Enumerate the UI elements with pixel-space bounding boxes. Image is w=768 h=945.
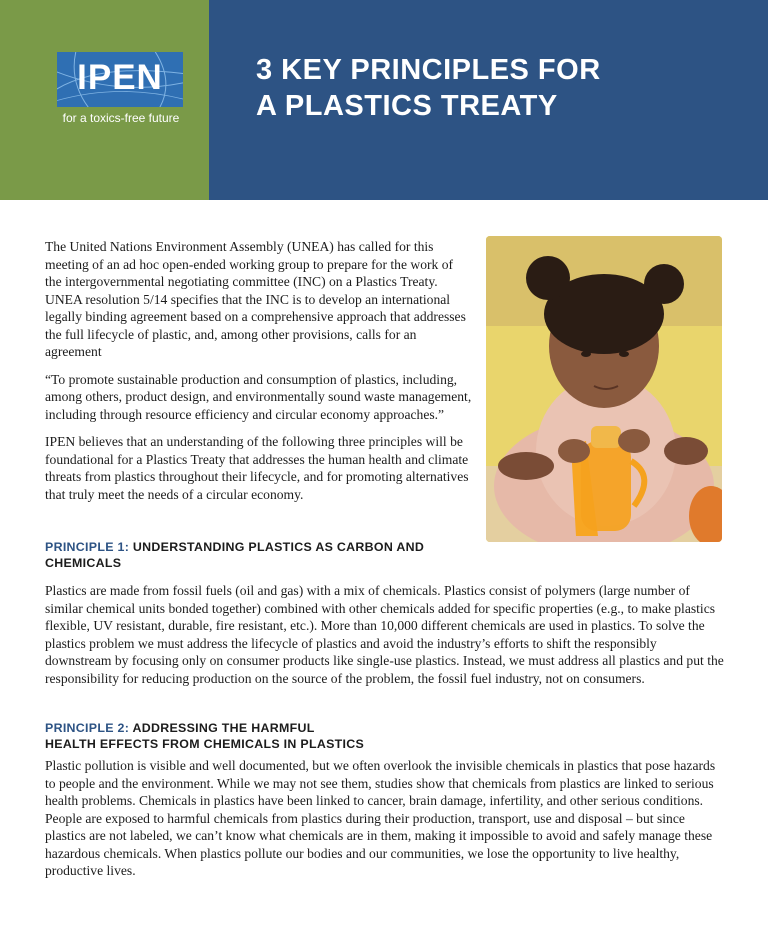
page-title bbox=[256, 52, 756, 124]
principle-1-title: UNDERSTANDING PLASTICS AS CARBON AND CHEMICALS bbox=[45, 540, 425, 570]
intro-section bbox=[45, 238, 473, 513]
child-with-sippy-cup-photo bbox=[486, 236, 722, 542]
principle-2-heading bbox=[45, 720, 465, 752]
principle-2-title-line-1: ADDRESSING THE HARMFUL bbox=[132, 721, 315, 735]
principle-1-label: PRINCIPLE 1: bbox=[45, 540, 130, 554]
principle-1-heading bbox=[45, 539, 465, 571]
principle-2-body: Plastic pollution is visible and well documented, but we often overlook the invisible chemicals in plastics that pose hazards to people and the environment. While we may not see them, studies show that chemicals from plastics are linked to serious health problems. Chemicals in plastics have been linked to cancer, brain damage, infertility, and other serious conditions. People are exposed to harmful chemicals from plastics during their production, transport, use and disposal – but since plastics are not labeled, we can’t know what chemicals are in them, making it impossible to avoid and safely manage these hazardous chemicals. When plastics pollute our bodies and our communities, we lose the opportunity to live healthy, productive lives. bbox=[45, 758, 716, 878]
intro-paragraph-1: The United Nations Environment Assembly (UNEA) has called for this meeting of an ad hoc open-ended working group to prepare for the work of the intergovernmental negotiating committee (INC) on a Plastics Treaty. UNEA resolution 5/14 specifies that the INC is to develop an international legally binding agreement based on a comprehensive approach that addresses the full lifecycle of plastic, and, among other provisions, calls for an agreement bbox=[45, 239, 466, 359]
principle-1-body: Plastics are made from fossil fuels (oil and gas) with a mix of chemicals. Plastics consist of polymers (large number of similar chemical units bonded together) combined with other chemicals added for specific properties (e.g., to make plastics flexible, UV resistant, durable, fire resistant, etc.). More than 10,000 different chemicals are used in plastics. To solve the plastics problem we must address the lifecycle of plastics and avoid the industry’s efforts to shift the responsibly downstream by focusing only on consumer products like single-use plastics. Instead, we must address all plastics and put the responsibility for reducing production on the source of the problem, the fossil fuel industry, not on consumers. bbox=[45, 583, 724, 686]
header-blue-panel bbox=[209, 0, 768, 200]
title-line-2: A PLASTICS TREATY bbox=[256, 90, 558, 122]
logo-tagline: for a toxics-free future bbox=[62, 111, 180, 125]
logo-text: IPEN bbox=[77, 58, 163, 97]
intro-paragraph-2: IPEN believes that an understanding of the following three principles will be foundational for a Plastics Treaty that addresses the human health and climate threats from plastics throughout their lifecycle, and for promoting alternatives that truly meet the needs of a circular economy. bbox=[45, 434, 469, 502]
principle-2-title-line-2: HEALTH EFFECTS FROM CHEMICALS IN PLASTICS bbox=[45, 737, 365, 751]
title-line-1: 3 KEY PRINCIPLES FOR bbox=[256, 54, 601, 86]
header-banner bbox=[0, 0, 768, 200]
principle-2-label: PRINCIPLE 2: bbox=[45, 721, 130, 735]
header-green-panel bbox=[0, 0, 209, 200]
ipen-logo bbox=[57, 52, 183, 107]
intro-quote: “To promote sustainable production and consumption of plastics, including, among others, product design, and environmentally sound waste management, including through resource efficiency and circular economy approaches.” bbox=[45, 371, 472, 422]
